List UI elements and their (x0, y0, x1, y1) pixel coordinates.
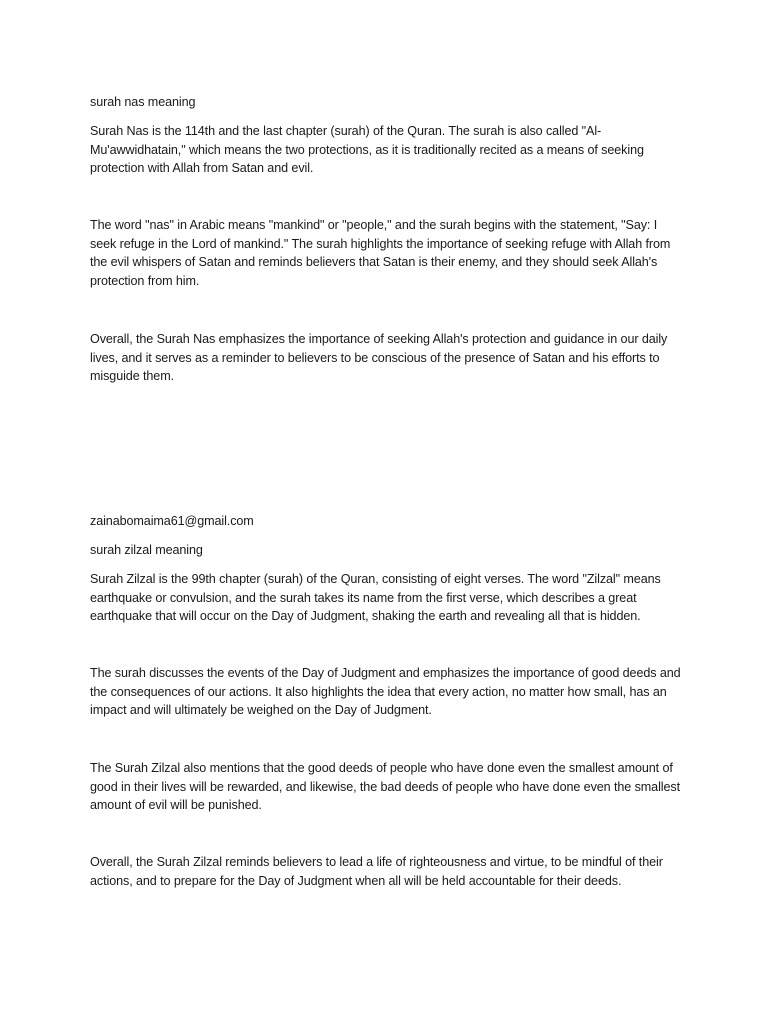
zilzal-paragraph-3: The Surah Zilzal also mentions that the good deeds of people who have done even the smallest amount of good in their lives will be rewarded, and likewise, the bad deeds of people who have done even the smallest amount of evil will be punished. (90, 761, 680, 813)
zilzal-paragraph-2: The surah discusses the events of the Day of Judgment and emphasizes the importance of good deeds and the consequences of our actions. It also highlights the idea that every action, no matter how small, has an impact and will ultimately be weighed on the Day of Judgment. (90, 666, 681, 718)
nas-paragraph-3: Overall, the Surah Nas emphasizes the importance of seeking Allah's protection and guidance in our daily lives, and it serves as a reminder to believers to be conscious of the presence of Satan and his efforts to misguide them. (90, 332, 668, 384)
nas-paragraph-1: Surah Nas is the 114th and the last chapter (surah) of the Quran. The surah is also called "Al-Mu'awwidhatain," which means the two protections, as it is traditionally recited as a means of seeking protection with Allah from Satan and evil. (90, 124, 644, 176)
zilzal-paragraph-4: Overall, the Surah Zilzal reminds believers to lead a life of righteousness and virtue, to be mindful of their actions, and to prepare for the Day of Judgment when all will be held accountable for their deeds. (90, 855, 663, 888)
heading-surah-zilzal: surah zilzal meaning (90, 543, 203, 557)
nas-paragraph-2: The word "nas" in Arabic means "mankind" or "people," and the surah begins with the statement, "Say: I seek refuge in the Lord of mankind." The surah highlights the importance of seeking refuge with Allah from the evil whispers of Satan and reminds believers that Satan is their enemy, and they should seek Allah's protection from him. (90, 218, 671, 288)
author-email: zainabomaima61@gmail.com (90, 514, 254, 528)
heading-surah-nas: surah nas meaning (90, 95, 196, 109)
zilzal-paragraph-1: Surah Zilzal is the 99th chapter (surah) of the Quran, consisting of eight verses. The word "Zilzal" means earthquake or convulsion, and the surah takes its name from the first verse, which describes a great earthquake that will occur on the Day of Judgment, shaking the earth and revealing all that is hidden. (90, 572, 661, 624)
